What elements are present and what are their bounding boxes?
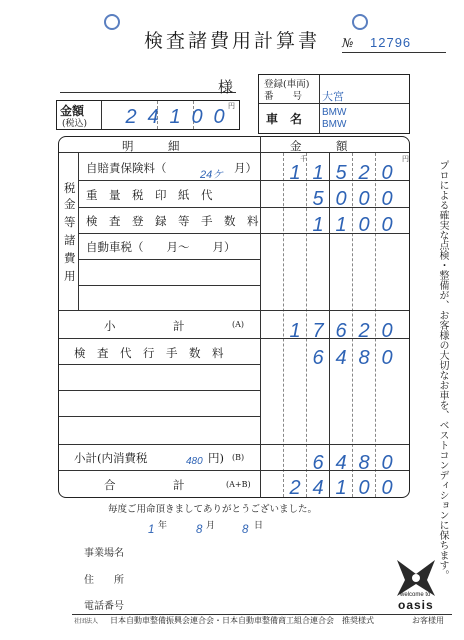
unit-en: 円 <box>402 155 409 163</box>
amount-digit: 0 <box>381 162 393 184</box>
tax-category-char: 金 <box>64 197 76 211</box>
amount-digit: 8 <box>358 452 370 474</box>
tax-category-char: 諸 <box>64 233 76 247</box>
date-day-value: 8 <box>242 524 249 536</box>
amount-digit: 0 <box>381 320 393 342</box>
tax-category-char: 費 <box>64 251 76 265</box>
amount-digit: 0 <box>335 188 347 210</box>
date-year-unit: 年 <box>158 521 168 531</box>
total-digit: 0 <box>213 106 225 128</box>
row-grand-total-tag: (A+B) <box>226 480 251 489</box>
amount-digit: 0 <box>381 188 393 210</box>
footer-text: 日本自動車整備振興会連合会・日本自動車整備商工組合連合会 推奨様式 <box>110 616 374 625</box>
tax-category-char: 用 <box>64 269 76 283</box>
customer-suffix: 様 <box>218 78 234 96</box>
side-slogan: プロによる確実な点検・整備が、お客様の大切なお車を、ベストコンディションに保ちます。 <box>437 160 448 580</box>
amount-digit: 5 <box>312 188 324 210</box>
amount-digit: 1 <box>289 320 301 342</box>
footer-copy-type: お客様用 <box>412 616 444 625</box>
total-digit: 0 <box>191 106 203 128</box>
logo-tagline: welcome to <box>400 592 431 598</box>
date-day-unit: 日 <box>254 521 264 531</box>
row-subtotal-a-label: 小 計 <box>104 319 185 333</box>
amount-digit: 0 <box>358 188 370 210</box>
amount-digit: 1 <box>289 162 301 184</box>
row-subtotal-b-tax-value: 480 <box>186 456 203 467</box>
row-inspection-agency-fee-label: 検 査 代 行 手 数 料 <box>74 346 224 360</box>
amount-digit: 0 <box>358 477 370 499</box>
tax-category-char: 税 <box>64 181 76 195</box>
column-header-amount: 金 額 <box>290 139 348 153</box>
row-subtotal-b-tax-unit: 円) <box>208 451 224 465</box>
row-subtotal-b-tag: (B) <box>232 453 245 462</box>
amount-digit: 0 <box>381 347 393 369</box>
footer-org-prefix: 社団法人 <box>74 618 99 625</box>
amount-digit: 4 <box>335 452 347 474</box>
total-amount-label: 金額 <box>60 104 85 118</box>
total-digit: 1 <box>169 106 181 128</box>
doc-number-label: № <box>342 36 354 50</box>
row-inspection-registration-label: 検 査 登 録 等 手 数 料 <box>86 214 259 228</box>
amount-digit: 8 <box>358 347 370 369</box>
tax-category-char: 等 <box>64 215 76 229</box>
car-name-1: BMW <box>322 107 347 118</box>
total-digit: 4 <box>147 106 159 128</box>
amount-digit: 5 <box>335 162 347 184</box>
amount-digit: 6 <box>312 452 324 474</box>
date-month-value: 8 <box>196 524 203 536</box>
amount-digit: 0 <box>381 214 393 236</box>
office-address-label: 住 所 <box>84 575 124 586</box>
thanks-message: 毎度ご用命頂きましてありがとうございました。 <box>108 504 318 515</box>
registration-value: 大宮 <box>322 91 344 103</box>
car-name-label: 車 名 <box>266 112 303 126</box>
office-phone-label: 電話番号 <box>84 601 124 612</box>
amount-digit: 0 <box>381 477 393 499</box>
amount-digit: 4 <box>312 477 324 499</box>
amount-digit: 0 <box>381 452 393 474</box>
amount-digit: 2 <box>358 162 370 184</box>
document-title: 検査諸費用計算書 <box>143 30 320 52</box>
amount-digit: 1 <box>312 162 324 184</box>
date-month-unit: 月 <box>206 521 216 531</box>
row-grand-total-label: 合 計 <box>104 478 185 492</box>
unit-sen: 千 <box>300 155 307 163</box>
amount-digit: 2 <box>289 477 301 499</box>
total-digit: 2 <box>125 106 137 128</box>
office-name-label: 事業場名 <box>84 548 124 559</box>
amount-digit: 1 <box>312 214 324 236</box>
amount-digit: 6 <box>312 347 324 369</box>
row-jibaiseki-label: 自賠責保険料（ <box>86 161 167 175</box>
amount-digit: 1 <box>335 214 347 236</box>
total-yen-unit: 円 <box>228 102 235 110</box>
registration-label-2: 番 号 <box>264 91 303 102</box>
total-amount-sub: (税込) <box>62 119 88 129</box>
car-name-2: BMW <box>322 119 347 130</box>
amount-digit: 6 <box>335 320 347 342</box>
amount-digit: 4 <box>335 347 347 369</box>
row-subtotal-b-label: 小計(内消費税 <box>74 451 148 465</box>
row-subtotal-a-tag: (A) <box>232 320 245 329</box>
doc-number: 12796 <box>370 35 412 50</box>
row-jibaiseki-months-unit: 月） <box>234 161 257 175</box>
date-year-value: 1 <box>148 524 155 536</box>
registration-label-1: 登録(車両) <box>264 79 310 90</box>
amount-digit: 1 <box>335 477 347 499</box>
amount-digit: 2 <box>358 320 370 342</box>
row-automobile-tax-label: 自動車税（ 月〜 月） <box>86 240 236 254</box>
row-weight-tax-label: 重 量 税 印 紙 代 <box>86 188 213 202</box>
row-jibaiseki-months: 24ケ <box>200 169 224 181</box>
logo-name: oasis <box>398 598 434 612</box>
customer-name-line <box>60 92 236 93</box>
doc-number-underline <box>342 52 446 53</box>
column-header-details: 明 細 <box>122 139 180 153</box>
amount-digit: 0 <box>358 214 370 236</box>
amount-digit: 7 <box>312 320 324 342</box>
